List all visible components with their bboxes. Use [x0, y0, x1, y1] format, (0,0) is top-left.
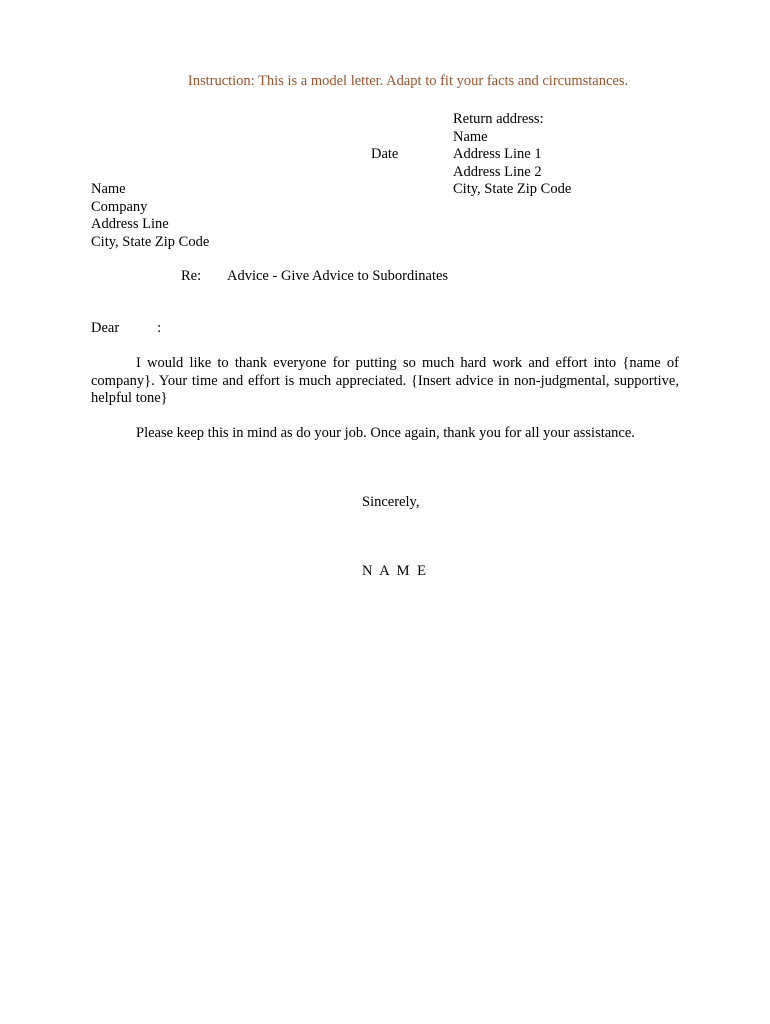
salutation-word: Dear: [91, 320, 120, 336]
recipient-address-block: [91, 181, 209, 251]
subject-label: Re:: [181, 268, 202, 284]
recipient-company: Company: [91, 198, 148, 215]
return-address-city-state-zip: City, State Zip Code: [453, 181, 572, 197]
signature-name: N A M E: [362, 563, 428, 579]
recipient-name: Name: [91, 181, 126, 197]
subject-line: [181, 268, 448, 286]
return-address-name: Name: [453, 128, 488, 145]
return-address-line1: Address Line 1: [453, 146, 542, 162]
recipient-address: Address Line: [91, 216, 169, 232]
recipient-city-state-zip: City, State Zip Code: [91, 233, 210, 250]
return-address-line2: Address Line 2: [453, 163, 542, 180]
salutation-colon: :: [157, 320, 162, 336]
closing: Sincerely,: [362, 494, 420, 510]
date-field: Date: [371, 146, 399, 162]
salutation: [91, 320, 161, 338]
instruction-note: Instruction: This is a model letter. Adapt to fit your facts and circumstances.: [187, 73, 629, 89]
body-paragraph-1: I would like to thank everyone for putting so much hard work and effort into {name of company}. Your time and effort is much appreciated. {Insert advice in non-judgmental, supportive, helpful tone}: [91, 355, 679, 406]
body-paragraph-2: Please keep this in mind as do your job. Once again, thank you for all your assistance.: [136, 425, 635, 441]
return-address-block: [453, 111, 571, 199]
subject-text: Advice - Give Advice to Subordinates: [227, 268, 449, 284]
return-address-heading: Return address:: [453, 111, 544, 127]
